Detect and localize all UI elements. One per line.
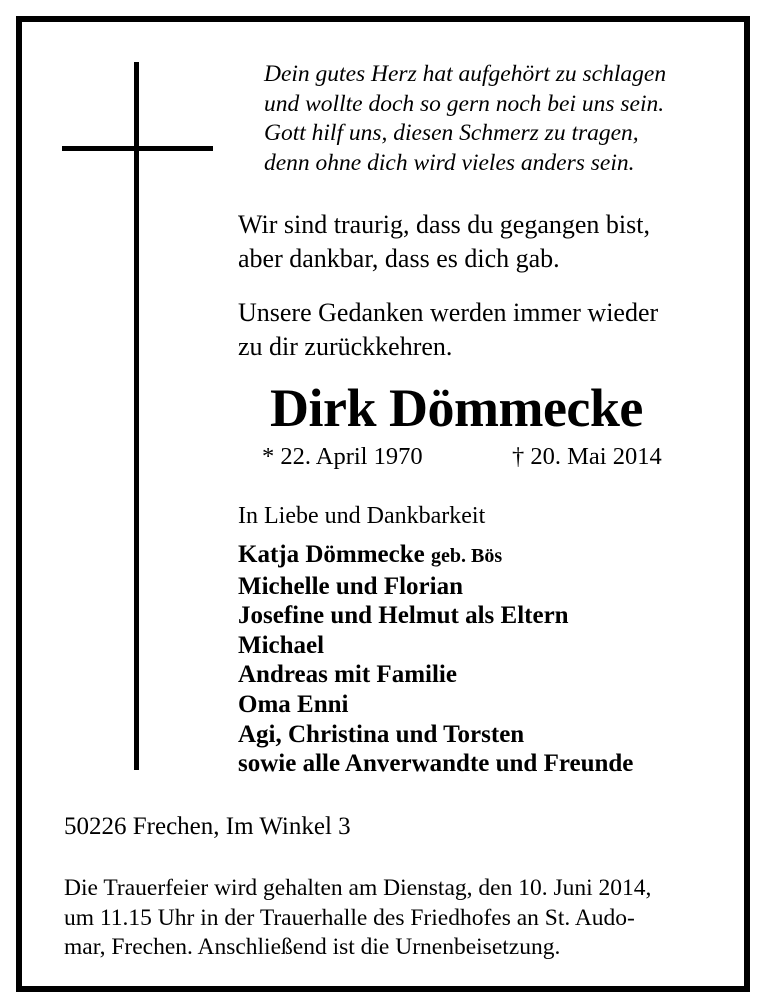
poem-line: und wollte doch so gern noch bei uns sein. xyxy=(264,90,665,117)
mourner-entry: Michael xyxy=(238,631,325,659)
funeral-service-info xyxy=(64,874,651,963)
service-line: um 11.15 Uhr in der Trauerhalle des Friedhofes an St. Audo- xyxy=(64,904,635,931)
poem-line: Dein gutes Herz hat aufgehört zu schlagen xyxy=(264,61,667,87)
quote-line: aber dankbar, dass es dich gab. xyxy=(238,244,560,273)
mourners-list xyxy=(238,540,633,779)
mourner-entry: sowie alle Anverwandte und Freunde xyxy=(238,750,634,778)
quote-thoughts xyxy=(238,296,658,364)
poem-line: denn ohne dich wird vieles anders sein. xyxy=(264,149,635,176)
poem-line: Gott hilf uns, diesen Schmerz zu tragen, xyxy=(264,120,639,146)
mourner-entry: Michelle und Florian xyxy=(238,572,463,600)
deceased-name: Dirk Dömmecke xyxy=(270,378,643,438)
service-line: Die Trauerfeier wird gehalten am Dienstag, den 10. Juni 2014, xyxy=(64,875,652,901)
address: 50226 Frechen, Im Winkel 3 xyxy=(64,813,351,840)
mourner-entry: Andreas mit Familie xyxy=(238,661,457,689)
poem xyxy=(264,60,666,178)
mourner-entry: Josefine und Helmut als Eltern xyxy=(238,602,569,630)
quote-line: zu dir zurückkehren. xyxy=(238,332,453,361)
obituary-frame xyxy=(16,16,750,992)
quote-sad-grateful xyxy=(238,208,650,276)
quote-line: Wir sind traurig, dass du gegangen bist, xyxy=(238,210,650,239)
mourner-entry xyxy=(238,540,633,572)
service-line: mar, Frechen. Anschließend ist die Urnenbeisetzung. xyxy=(64,934,561,960)
mourner-entry: Agi, Christina und Torsten xyxy=(238,720,525,748)
quote-line: Unsere Gedanken werden immer wieder xyxy=(238,298,659,327)
mourners-intro: In Liebe und Dankbarkeit xyxy=(238,503,486,529)
birth-date: * 22. April 1970 xyxy=(262,443,423,470)
mourner-entry: Oma Enni xyxy=(238,690,349,718)
cross-horizontal-bar xyxy=(62,146,213,151)
death-date: † 20. Mai 2014 xyxy=(512,443,662,470)
cross-vertical-bar xyxy=(134,62,139,770)
maiden-name-note: geb. Bös xyxy=(431,545,503,567)
mourner-name: Katja Dömmecke xyxy=(238,541,425,568)
